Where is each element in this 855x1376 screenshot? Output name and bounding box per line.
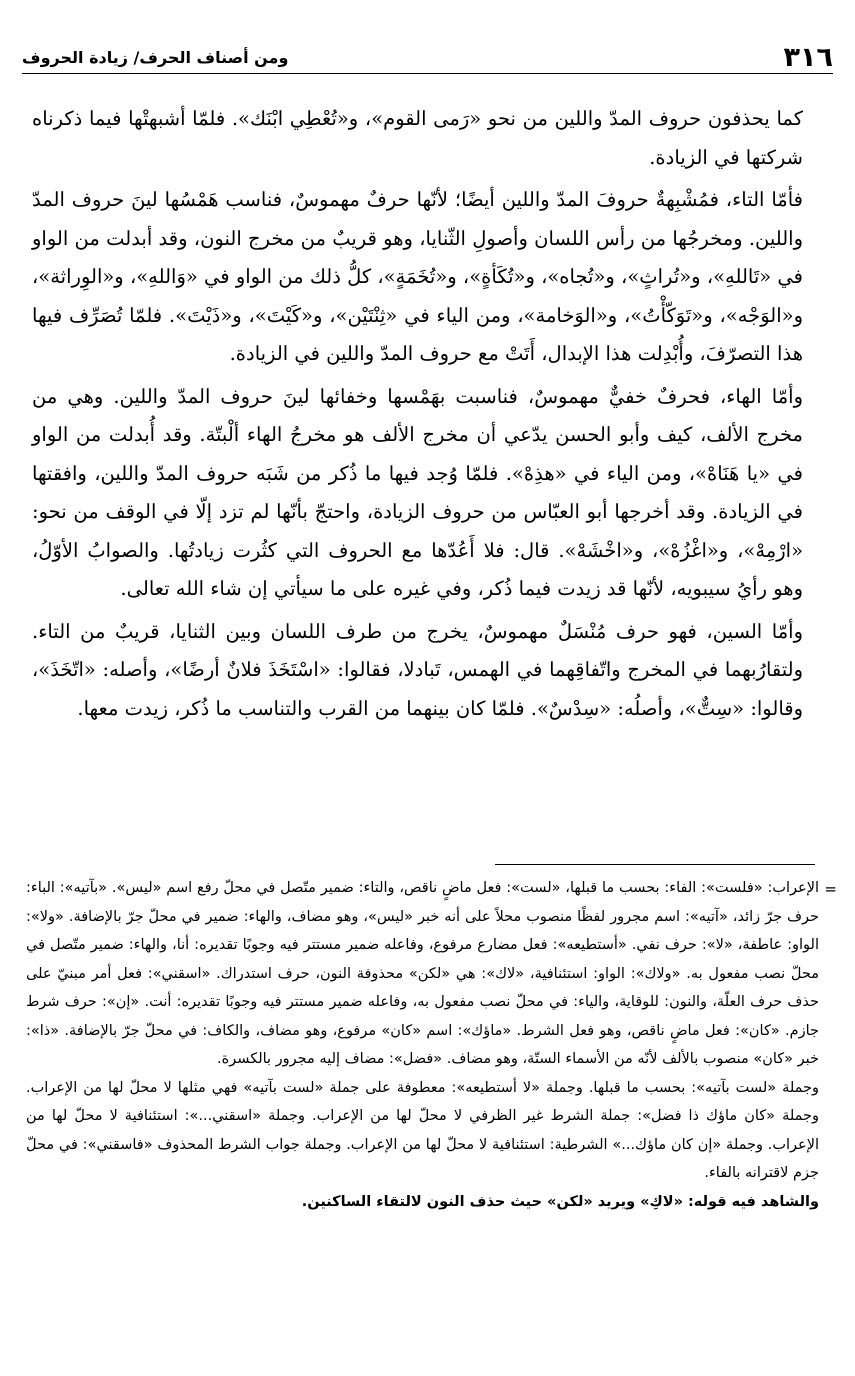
footnote-continuation-marker: =	[824, 880, 837, 898]
footnote-line-1: الإعراب: «فلست»: الفاء: بحسب ما قبلها، «لست»: فعل ماضٍ ناقص، والتاء: ضمير متّصل في محلّ رفع اسم «ليس». «بآتيه»: الباء: حرف جرّ زائد، «آتيه»: اسم مجرور لفظًا منصوب محلاً على أنه خبر «ليس»، وهو مضاف، والهاء: ضمير في محلّ جرّ بالإضافة. «ولا»: الواو: عاطفة، «لا»: حرف نفي. «أستطيعه»: فعل مضارع مرفوع، وفاعله ضمير مستتر فيه وجوبًا تقديره: أنا، والهاء: ضمير متّصل في محلّ نصب مفعول به. «ولاك»: الواو: استئنافية، «لاك»: هي «لكن» محذوفة النون، حرف استدراك. «اسقني»: فعل أمر مبنيّ على حذف حرف العلّة، والنون: للوقاية، والياء: في محلّ نصب مفعول به، وفاعله ضمير مستتر فيه وجوبًا تقديره: أنت. «إن»: حرف شرط جازم. «كان»: فعل ماضٍ ناقص، وهو فعل الشرط. «ماؤك»: اسم «كان» مرفوع، وهو مضاف، والكاف: في محلّ جرّ بالإضافة. «ذا»: خبر «كان» منصوب بالألف لأنّه من الأسماء الستّة، وهو مضاف. «فضل»: مضاف إليه مجرور بالكسرة.	[26, 880, 819, 1067]
footnote-line-3: والشاهد فيه قوله: «لاكِ» ويريد «لكن» حيث حذف النون لالتقاء الساكنين.	[301, 1193, 819, 1210]
paragraph-2: فأمّا التاء، فمُشْبِهةٌ حروفَ المدّ واللين أيضًا؛ لأنّها حرفٌ مهموسٌ، فناسب هَمْسُها لينَ حروف المدّ واللين. ومخرجُها من رأس اللسان وأصولِ الثّنايا، وهو قريبٌ من مخرج النون، وقد أبدلت من الواو في «تَاللهِ»، و«تُراثٍ»، و«تُجاه»، و«تُكَأةٍ»، و«تُخَمَةٍ»، كلُّ ذلك من الواو في «وَاللهِ»، و«الوِراثة»، و«الوَجْه»، و«تَوَكّأْتُ»، و«الوَخامة»، ومن الياء في «ثِنْتَيْن»، و«كَيْتَ»، و«ذَيْتَ». فلمّا تُصَرِّف فيها هذا التصرّفَ، وأُبْدِلت هذا الإبدال، أَتَتْ مع حروف المدّ واللين في الزيادة.	[32, 188, 803, 365]
main-text	[32, 100, 803, 732]
paragraph-4: وأمّا السين، فهو حرف مُنْسَلٌ مهموسٌ، يخرج من طرف اللسان وبين الثنايا، قريبٌ من التاء. ولتقارُبهما في المخرج واتّفاقِهما في الهمس، تَبادلا، فقالوا: «اسْتَخَذَ فلانٌ أرضًا»، وأصله: «اتّخَذَ»، وقالوا: «سِتٌّ»، وأصلُه: «سِدْسٌ». فلمّا كان بينهما من القرب والتناسب ما ذُكر، زيدت معها.	[32, 619, 803, 720]
footnote-rule	[495, 864, 815, 865]
page-number: ٣١٦	[783, 42, 833, 73]
footnotes	[26, 874, 837, 1216]
paragraph-1: كما يحذفون حروف المدّ واللين من نحو «رَمى القوم»، و«تُعْطِي ابْنَك». فلمّا أشبهتْها فيما ذكرناه شركتها في الزيادة.	[32, 107, 803, 169]
running-title: ومن أصناف الحرف/ زيادة الحروف	[22, 48, 289, 67]
paragraph-3: وأمّا الهاء، فحرفٌ خفيٌّ مهموسٌ، فناسبت بهَمْسها وخفائها لينَ حروف المدّ واللين. وهي من مخرج الألف، كيف وأبو الحسن يدّعي أن مخرج الألف هو مخرجُ الهاء ألْبتّة. وقد أُبدلت من الواو في «يا هَنَاهْ»، ومن الياء في «هذِهْ». فلمّا وُجد فيها ما ذُكر من شَبَه حروف المدّ واللين، وافقتها في الزيادة. وقد أخرجها أبو العبّاس من حروف الزيادة، واحتجّ بأنّها لم تزد إلّا في الوقف من نحو: «ارْمِهْ»، و«اغْزُهْ»، و«اخْشَهْ». قال: فلا أَعُدّها مع الحروف التي كثُرت زيادتُها. والصوابُ الأوّلُ، وهو رأيُ سيبويه، لأنّها قد زيدت فيما ذُكر، وفي غيره على ما سيأتي إن شاء الله تعالى.	[32, 384, 803, 600]
header-rule	[22, 73, 833, 74]
footnote-line-2: وجملة «لست بآتيه»: بحسب ما قبلها. وجملة «لا أستطيعه»: معطوفة على جملة «لست بآتيه» فهي مثلها لا محلّ لها من الإعراب. وجملة «كان ماؤك ذا فضل»: جملة الشرط غير الظرفي لا محلّ لها من الإعراب. وجملة «اسقني...»: استئنافية لا محلّ لها من الإعراب. وجملة «إن كان ماؤك...» الشرطية: استئنافية لا محلّ لها من الإعراب. وجملة جواب الشرط المحذوف «فاسقني»: في محلّ جزم لاقترانه بالفاء.	[26, 1079, 819, 1181]
page-header	[22, 40, 833, 84]
